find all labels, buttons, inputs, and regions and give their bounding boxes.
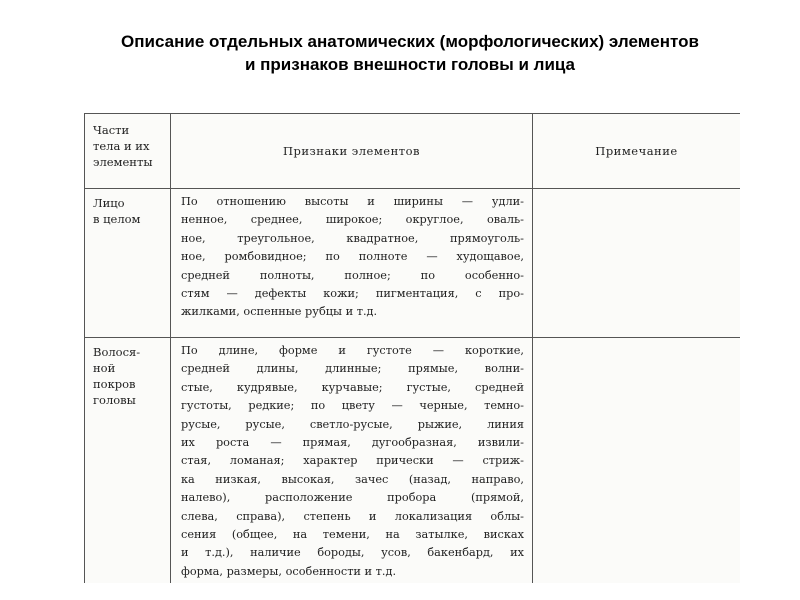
body-part-line: в целом xyxy=(93,212,141,226)
features-line: ненное, среднее, широкое; округлое, оваль- xyxy=(181,213,524,227)
slide-title-line-1: Описание отдельных анатомических (морфологических) элементов xyxy=(121,32,699,51)
features-line: По длине, форме и густоте — короткие, xyxy=(181,344,524,357)
features-line: русые, русые, светло-русые, рыжие, линия xyxy=(181,417,524,431)
header-body-parts-line: Части xyxy=(93,123,130,137)
features-line: средней полноты, полное; по особенно- xyxy=(181,268,524,282)
slide-title-line-2: и признаков внешности головы и лица xyxy=(244,55,576,74)
features-line: налево), расположение пробора (прямой, xyxy=(181,491,524,505)
scanned-table-image xyxy=(84,113,740,583)
features-line: средней длины, длинные; прямые, волни- xyxy=(181,362,524,376)
features-cell xyxy=(171,189,533,338)
features-table xyxy=(84,113,740,583)
features-line: слева, справа), степень и локализация облы- xyxy=(181,509,524,523)
features-line: стые, кудрявые, курчавые; густые, средней xyxy=(181,380,524,394)
features-line: По отношению высоты и ширины — удли- xyxy=(181,195,524,208)
header-note: Примечание xyxy=(533,114,741,189)
header-body-parts xyxy=(85,114,171,189)
body-part-line: головы xyxy=(93,393,136,407)
header-body-parts-line: тела и их xyxy=(93,139,150,153)
note-cell xyxy=(533,189,741,338)
header-features: Признаки элементов xyxy=(171,114,533,189)
slide-title xyxy=(60,30,760,76)
features-line: жилками, оспенные рубцы и т.д. xyxy=(181,305,378,319)
features-line: сения (общее, на темени, на затылке, висках xyxy=(181,528,524,542)
body-part-line: Лицо xyxy=(93,196,125,210)
features-line: густоты, редкие; по цвету — черные, темно- xyxy=(181,399,524,413)
features-line: ка низкая, высокая, зачес (назад, направо, xyxy=(181,472,524,486)
table-row xyxy=(85,189,741,338)
body-part-line: Волося- xyxy=(93,345,141,359)
header-body-parts-line: элементы xyxy=(93,155,153,169)
features-line: форма, размеры, особенности и т.д. xyxy=(181,564,397,578)
features-line: их роста — прямая, дугообразная, извили- xyxy=(181,436,524,450)
body-part-line: ной xyxy=(93,361,116,375)
body-part-line: покров xyxy=(93,377,136,391)
features-line: ное, ромбовидное; по полноте — худощавое, xyxy=(181,250,524,264)
features-line: стям — дефекты кожи; пигментация, с про- xyxy=(181,287,524,301)
body-part-cell xyxy=(85,189,171,338)
features-line: и т.д.), наличие бороды, усов, бакенбард, их xyxy=(181,546,524,560)
features-cell xyxy=(171,338,533,584)
features-line: ное, треугольное, квадратное, прямоуголь- xyxy=(181,231,524,245)
features-line: стая, ломаная; характер прически — стриж- xyxy=(181,454,524,468)
table-header-row xyxy=(85,114,741,189)
table-row xyxy=(85,338,741,584)
note-cell xyxy=(533,338,741,584)
body-part-cell xyxy=(85,338,171,584)
